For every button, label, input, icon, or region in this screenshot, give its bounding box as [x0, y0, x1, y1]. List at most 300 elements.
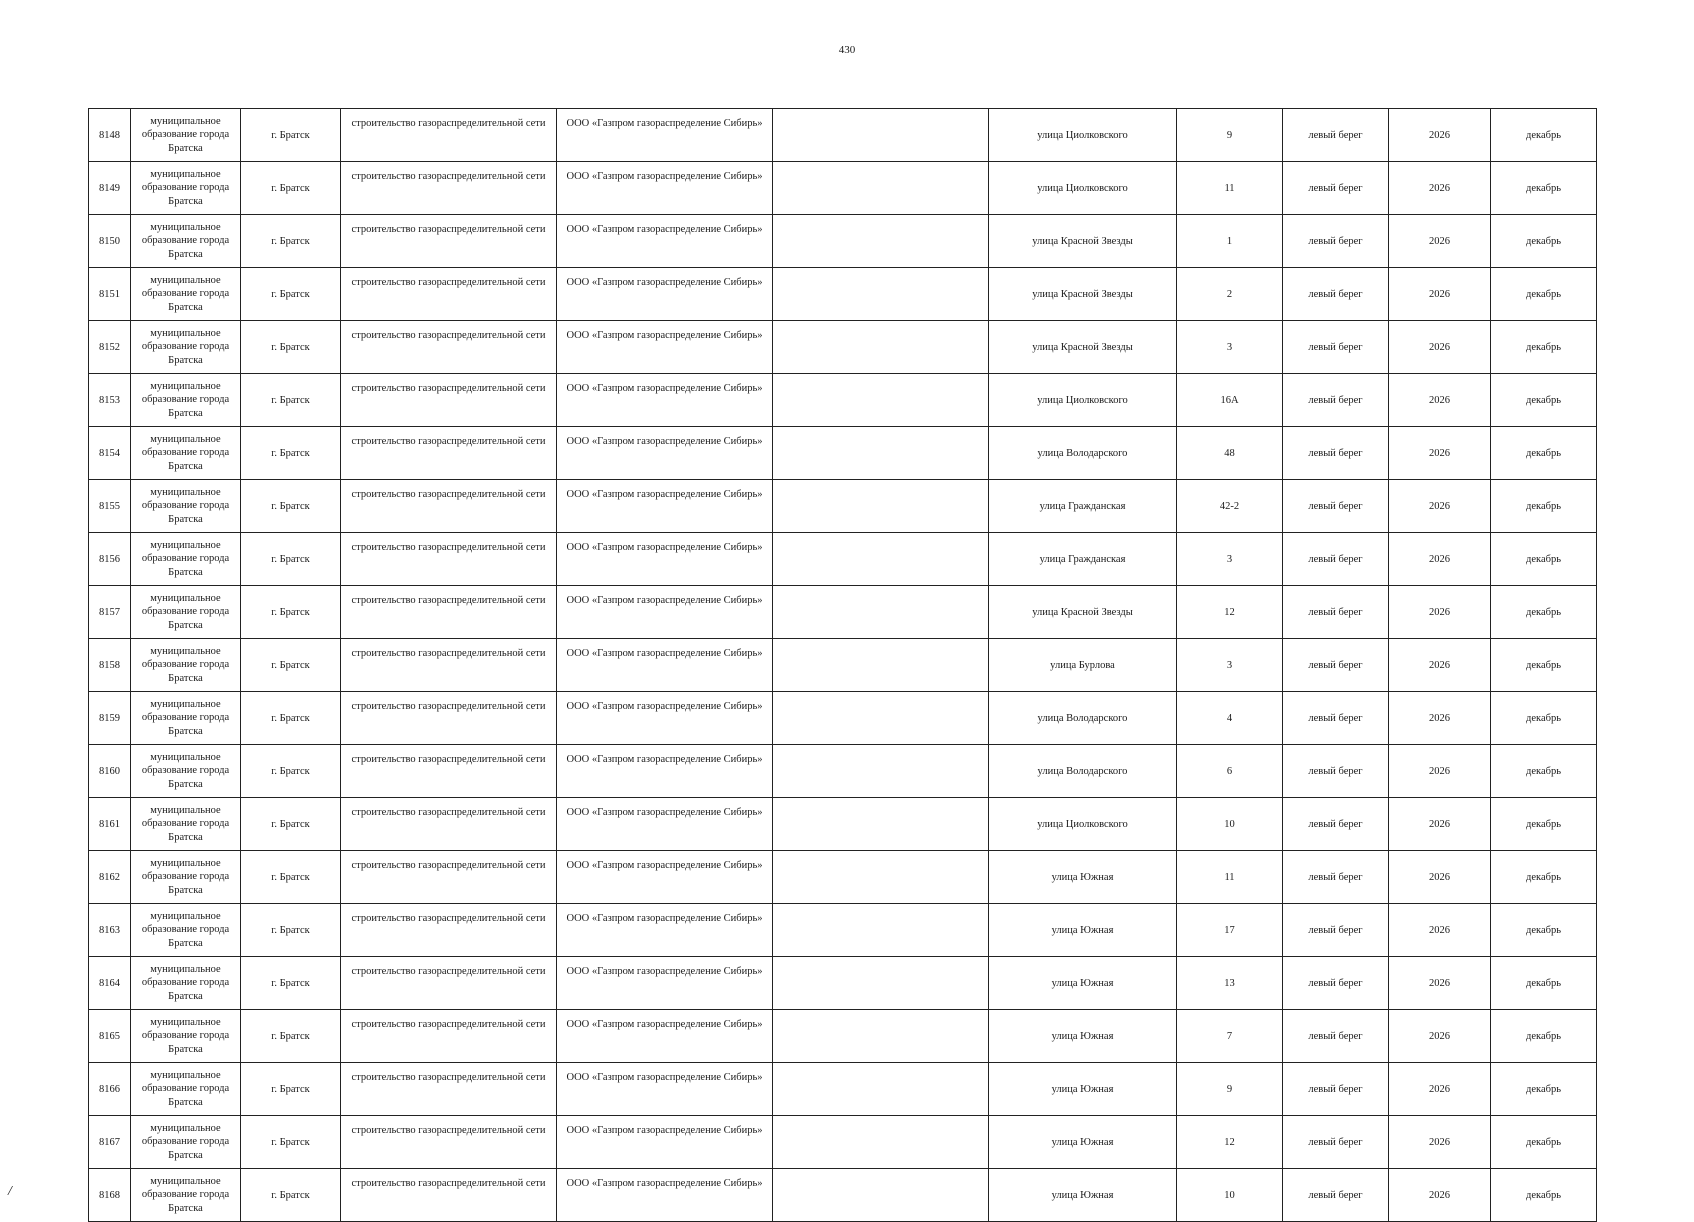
empty-cell: [773, 1010, 989, 1063]
river-bank-cell: левый берег: [1283, 1169, 1389, 1222]
municipality-line: образование города: [141, 1030, 230, 1042]
city-cell: г. Братск: [241, 215, 341, 268]
month-cell: декабрь: [1491, 1063, 1597, 1116]
organization-cell: ООО «Газпром газораспределение Сибирь»: [557, 268, 773, 321]
city-cell: г. Братск: [241, 1063, 341, 1116]
street-cell: улица Володарского: [989, 427, 1177, 480]
row-number-cell: 8153: [89, 374, 131, 427]
organization-cell: ООО «Газпром газораспределение Сибирь»: [557, 1116, 773, 1169]
month-cell: декабрь: [1491, 374, 1597, 427]
municipality-line: муниципальное: [150, 274, 221, 286]
empty-cell: [773, 1169, 989, 1222]
house-number-cell: 10: [1177, 798, 1283, 851]
city-cell: г. Братск: [241, 162, 341, 215]
municipality-line: образование города: [141, 924, 230, 936]
year-cell: 2026: [1389, 215, 1491, 268]
municipality-line: образование города: [141, 1189, 230, 1201]
municipality-line: Братска: [168, 301, 203, 313]
table-row: [89, 321, 1597, 374]
year-cell: 2026: [1389, 1063, 1491, 1116]
house-number-cell: 48: [1177, 427, 1283, 480]
table-row: [89, 427, 1597, 480]
table-row: [89, 639, 1597, 692]
house-number-cell: 6: [1177, 745, 1283, 798]
municipality-cell: [131, 533, 241, 586]
month-cell: декабрь: [1491, 109, 1597, 162]
municipality-line: Братска: [168, 513, 203, 525]
municipality-cell: [131, 374, 241, 427]
month-cell: декабрь: [1491, 480, 1597, 533]
street-cell: улица Южная: [989, 957, 1177, 1010]
river-bank-cell: левый берег: [1283, 162, 1389, 215]
city-cell: г. Братск: [241, 904, 341, 957]
month-cell: декабрь: [1491, 533, 1597, 586]
organization-cell: ООО «Газпром газораспределение Сибирь»: [557, 533, 773, 586]
municipality-line: образование города: [141, 447, 230, 459]
empty-cell: [773, 639, 989, 692]
table-row: [89, 533, 1597, 586]
organization-cell: ООО «Газпром газораспределение Сибирь»: [557, 957, 773, 1010]
river-bank-cell: левый берег: [1283, 533, 1389, 586]
city-cell: г. Братск: [241, 1169, 341, 1222]
river-bank-cell: левый берег: [1283, 427, 1389, 480]
municipality-line: образование города: [141, 871, 230, 883]
table-row: [89, 692, 1597, 745]
year-cell: 2026: [1389, 1169, 1491, 1222]
work-type-cell: строительство газораспределительной сети: [341, 692, 557, 745]
municipality-line: образование города: [141, 712, 230, 724]
row-number-cell: 8163: [89, 904, 131, 957]
municipality-line: муниципальное: [150, 115, 221, 127]
municipality-cell: [131, 692, 241, 745]
street-cell: улица Циолковского: [989, 374, 1177, 427]
municipality-line: образование города: [141, 765, 230, 777]
work-type-cell: строительство газораспределительной сети: [341, 586, 557, 639]
municipality-cell: [131, 268, 241, 321]
municipality-line: образование города: [141, 129, 230, 141]
row-number-cell: 8168: [89, 1169, 131, 1222]
year-cell: 2026: [1389, 957, 1491, 1010]
municipality-cell: [131, 1010, 241, 1063]
municipality-line: образование города: [141, 341, 230, 353]
municipality-cell: [131, 321, 241, 374]
municipality-line: муниципальное: [150, 698, 221, 710]
work-type-cell: строительство газораспределительной сети: [341, 745, 557, 798]
work-type-cell: строительство газораспределительной сети: [341, 1010, 557, 1063]
row-number-cell: 8156: [89, 533, 131, 586]
house-number-cell: 9: [1177, 1063, 1283, 1116]
municipality-line: Братска: [168, 672, 203, 684]
city-cell: г. Братск: [241, 692, 341, 745]
work-type-cell: строительство газораспределительной сети: [341, 321, 557, 374]
municipality-cell: [131, 162, 241, 215]
year-cell: 2026: [1389, 109, 1491, 162]
year-cell: 2026: [1389, 1010, 1491, 1063]
row-number-cell: 8159: [89, 692, 131, 745]
municipality-line: Братска: [168, 354, 203, 366]
river-bank-cell: левый берег: [1283, 586, 1389, 639]
month-cell: декабрь: [1491, 798, 1597, 851]
year-cell: 2026: [1389, 480, 1491, 533]
work-type-cell: строительство газораспределительной сети: [341, 798, 557, 851]
organization-cell: ООО «Газпром газораспределение Сибирь»: [557, 1063, 773, 1116]
month-cell: декабрь: [1491, 427, 1597, 480]
house-number-cell: 4: [1177, 692, 1283, 745]
municipality-line: образование города: [141, 818, 230, 830]
row-number-cell: 8158: [89, 639, 131, 692]
month-cell: декабрь: [1491, 268, 1597, 321]
year-cell: 2026: [1389, 374, 1491, 427]
page-number: 430: [838, 44, 856, 56]
city-cell: г. Братск: [241, 1010, 341, 1063]
river-bank-cell: левый берег: [1283, 1010, 1389, 1063]
municipality-line: образование города: [141, 500, 230, 512]
street-cell: улица Красной Звезды: [989, 321, 1177, 374]
municipality-line: образование города: [141, 1136, 230, 1148]
municipality-cell: [131, 109, 241, 162]
city-cell: г. Братск: [241, 321, 341, 374]
organization-cell: ООО «Газпром газораспределение Сибирь»: [557, 851, 773, 904]
house-number-cell: 11: [1177, 162, 1283, 215]
row-number-cell: 8148: [89, 109, 131, 162]
city-cell: г. Братск: [241, 109, 341, 162]
work-type-cell: строительство газораспределительной сети: [341, 904, 557, 957]
city-cell: г. Братск: [241, 851, 341, 904]
table-row: [89, 957, 1597, 1010]
empty-cell: [773, 480, 989, 533]
month-cell: декабрь: [1491, 745, 1597, 798]
work-type-cell: строительство газораспределительной сети: [341, 374, 557, 427]
municipality-line: муниципальное: [150, 751, 221, 763]
month-cell: декабрь: [1491, 215, 1597, 268]
row-number-cell: 8152: [89, 321, 131, 374]
street-cell: улица Южная: [989, 1063, 1177, 1116]
street-cell: улица Гражданская: [989, 480, 1177, 533]
municipality-line: образование города: [141, 394, 230, 406]
municipality-line: Братска: [168, 1202, 203, 1214]
street-cell: улица Володарского: [989, 745, 1177, 798]
table-row: [89, 480, 1597, 533]
municipality-line: Братска: [168, 460, 203, 472]
empty-cell: [773, 1116, 989, 1169]
street-cell: улица Красной Звезды: [989, 215, 1177, 268]
year-cell: 2026: [1389, 321, 1491, 374]
municipality-line: Братска: [168, 566, 203, 578]
work-type-cell: строительство газораспределительной сети: [341, 109, 557, 162]
municipality-line: Братска: [168, 778, 203, 790]
row-number-cell: 8149: [89, 162, 131, 215]
organization-cell: ООО «Газпром газораспределение Сибирь»: [557, 745, 773, 798]
year-cell: 2026: [1389, 798, 1491, 851]
year-cell: 2026: [1389, 586, 1491, 639]
municipality-line: муниципальное: [150, 168, 221, 180]
month-cell: декабрь: [1491, 904, 1597, 957]
municipality-line: муниципальное: [150, 1016, 221, 1028]
empty-cell: [773, 162, 989, 215]
empty-cell: [773, 427, 989, 480]
year-cell: 2026: [1389, 851, 1491, 904]
registry-table: [88, 108, 1597, 1222]
street-cell: улица Гражданская: [989, 533, 1177, 586]
city-cell: г. Братск: [241, 268, 341, 321]
house-number-cell: 16А: [1177, 374, 1283, 427]
house-number-cell: 10: [1177, 1169, 1283, 1222]
table-body: [89, 109, 1597, 1222]
city-cell: г. Братск: [241, 798, 341, 851]
row-number-cell: 8166: [89, 1063, 131, 1116]
row-number-cell: 8161: [89, 798, 131, 851]
table-row: [89, 374, 1597, 427]
house-number-cell: 9: [1177, 109, 1283, 162]
organization-cell: ООО «Газпром газораспределение Сибирь»: [557, 321, 773, 374]
empty-cell: [773, 374, 989, 427]
table-row: [89, 851, 1597, 904]
house-number-cell: 3: [1177, 321, 1283, 374]
municipality-cell: [131, 851, 241, 904]
municipality-line: образование города: [141, 659, 230, 671]
river-bank-cell: левый берег: [1283, 480, 1389, 533]
table-row: [89, 268, 1597, 321]
street-cell: улица Южная: [989, 851, 1177, 904]
river-bank-cell: левый берег: [1283, 957, 1389, 1010]
river-bank-cell: левый берег: [1283, 639, 1389, 692]
house-number-cell: 3: [1177, 533, 1283, 586]
municipality-line: Братска: [168, 1096, 203, 1108]
city-cell: г. Братск: [241, 586, 341, 639]
row-number-cell: 8150: [89, 215, 131, 268]
street-cell: улица Красной Звезды: [989, 586, 1177, 639]
municipality-line: образование города: [141, 288, 230, 300]
house-number-cell: 13: [1177, 957, 1283, 1010]
year-cell: 2026: [1389, 904, 1491, 957]
table-row: [89, 798, 1597, 851]
month-cell: декабрь: [1491, 639, 1597, 692]
municipality-line: муниципальное: [150, 804, 221, 816]
table-row: [89, 162, 1597, 215]
organization-cell: ООО «Газпром газораспределение Сибирь»: [557, 480, 773, 533]
month-cell: декабрь: [1491, 851, 1597, 904]
municipality-line: Братска: [168, 142, 203, 154]
table-row: [89, 1116, 1597, 1169]
street-cell: улица Бурлова: [989, 639, 1177, 692]
river-bank-cell: левый берег: [1283, 692, 1389, 745]
municipality-line: муниципальное: [150, 645, 221, 657]
organization-cell: ООО «Газпром газораспределение Сибирь»: [557, 639, 773, 692]
month-cell: декабрь: [1491, 1169, 1597, 1222]
municipality-line: муниципальное: [150, 857, 221, 869]
table-row: [89, 109, 1597, 162]
margin-mark: /: [8, 1184, 12, 1199]
table-row: [89, 1169, 1597, 1222]
empty-cell: [773, 268, 989, 321]
house-number-cell: 7: [1177, 1010, 1283, 1063]
empty-cell: [773, 533, 989, 586]
month-cell: декабрь: [1491, 1010, 1597, 1063]
city-cell: г. Братск: [241, 639, 341, 692]
work-type-cell: строительство газораспределительной сети: [341, 1116, 557, 1169]
year-cell: 2026: [1389, 692, 1491, 745]
empty-cell: [773, 215, 989, 268]
municipality-line: Братска: [168, 831, 203, 843]
municipality-line: Братска: [168, 1043, 203, 1055]
municipality-line: образование города: [141, 235, 230, 247]
organization-cell: ООО «Газпром газораспределение Сибирь»: [557, 162, 773, 215]
house-number-cell: 11: [1177, 851, 1283, 904]
month-cell: декабрь: [1491, 957, 1597, 1010]
empty-cell: [773, 851, 989, 904]
municipality-line: Братска: [168, 725, 203, 737]
empty-cell: [773, 109, 989, 162]
municipality-cell: [131, 1063, 241, 1116]
river-bank-cell: левый берег: [1283, 1063, 1389, 1116]
work-type-cell: строительство газораспределительной сети: [341, 215, 557, 268]
municipality-cell: [131, 639, 241, 692]
municipality-line: муниципальное: [150, 1122, 221, 1134]
street-cell: улица Южная: [989, 1010, 1177, 1063]
municipality-line: муниципальное: [150, 963, 221, 975]
municipality-line: муниципальное: [150, 539, 221, 551]
organization-cell: ООО «Газпром газораспределение Сибирь»: [557, 692, 773, 745]
empty-cell: [773, 1063, 989, 1116]
river-bank-cell: левый берег: [1283, 374, 1389, 427]
year-cell: 2026: [1389, 162, 1491, 215]
municipality-line: муниципальное: [150, 221, 221, 233]
year-cell: 2026: [1389, 427, 1491, 480]
municipality-line: Братска: [168, 195, 203, 207]
house-number-cell: 2: [1177, 268, 1283, 321]
house-number-cell: 42-2: [1177, 480, 1283, 533]
city-cell: г. Братск: [241, 480, 341, 533]
municipality-cell: [131, 586, 241, 639]
city-cell: г. Братск: [241, 745, 341, 798]
row-number-cell: 8154: [89, 427, 131, 480]
municipality-cell: [131, 1116, 241, 1169]
municipality-cell: [131, 215, 241, 268]
table-row: [89, 745, 1597, 798]
river-bank-cell: левый берег: [1283, 798, 1389, 851]
organization-cell: ООО «Газпром газораспределение Сибирь»: [557, 1010, 773, 1063]
river-bank-cell: левый берег: [1283, 109, 1389, 162]
work-type-cell: строительство газораспределительной сети: [341, 639, 557, 692]
empty-cell: [773, 798, 989, 851]
street-cell: улица Южная: [989, 1116, 1177, 1169]
table-row: [89, 1063, 1597, 1116]
street-cell: улица Южная: [989, 904, 1177, 957]
river-bank-cell: левый берег: [1283, 745, 1389, 798]
street-cell: улица Циолковского: [989, 109, 1177, 162]
house-number-cell: 1: [1177, 215, 1283, 268]
row-number-cell: 8164: [89, 957, 131, 1010]
street-cell: улица Циолковского: [989, 162, 1177, 215]
work-type-cell: строительство газораспределительной сети: [341, 851, 557, 904]
municipality-cell: [131, 798, 241, 851]
row-number-cell: 8157: [89, 586, 131, 639]
municipality-line: муниципальное: [150, 327, 221, 339]
municipality-line: муниципальное: [150, 592, 221, 604]
row-number-cell: 8162: [89, 851, 131, 904]
year-cell: 2026: [1389, 533, 1491, 586]
street-cell: улица Южная: [989, 1169, 1177, 1222]
organization-cell: ООО «Газпром газораспределение Сибирь»: [557, 374, 773, 427]
house-number-cell: 12: [1177, 1116, 1283, 1169]
municipality-cell: [131, 904, 241, 957]
municipality-cell: [131, 427, 241, 480]
work-type-cell: строительство газораспределительной сети: [341, 533, 557, 586]
municipality-line: муниципальное: [150, 380, 221, 392]
municipality-line: муниципальное: [150, 1175, 221, 1187]
street-cell: улица Красной Звезды: [989, 268, 1177, 321]
municipality-line: образование города: [141, 606, 230, 618]
street-cell: улица Циолковского: [989, 798, 1177, 851]
empty-cell: [773, 321, 989, 374]
river-bank-cell: левый берег: [1283, 1116, 1389, 1169]
municipality-line: Братска: [168, 990, 203, 1002]
municipality-line: Братска: [168, 1149, 203, 1161]
municipality-line: образование города: [141, 182, 230, 194]
row-number-cell: 8160: [89, 745, 131, 798]
municipality-line: муниципальное: [150, 910, 221, 922]
organization-cell: ООО «Газпром газораспределение Сибирь»: [557, 1169, 773, 1222]
city-cell: г. Братск: [241, 427, 341, 480]
month-cell: декабрь: [1491, 692, 1597, 745]
empty-cell: [773, 904, 989, 957]
month-cell: декабрь: [1491, 321, 1597, 374]
city-cell: г. Братск: [241, 1116, 341, 1169]
river-bank-cell: левый берег: [1283, 904, 1389, 957]
table-row: [89, 586, 1597, 639]
city-cell: г. Братск: [241, 533, 341, 586]
table-row: [89, 904, 1597, 957]
month-cell: декабрь: [1491, 162, 1597, 215]
organization-cell: ООО «Газпром газораспределение Сибирь»: [557, 586, 773, 639]
empty-cell: [773, 692, 989, 745]
municipality-line: образование города: [141, 553, 230, 565]
municipality-line: Братска: [168, 619, 203, 631]
river-bank-cell: левый берег: [1283, 268, 1389, 321]
municipality-cell: [131, 957, 241, 1010]
row-number-cell: 8155: [89, 480, 131, 533]
year-cell: 2026: [1389, 268, 1491, 321]
municipality-cell: [131, 1169, 241, 1222]
month-cell: декабрь: [1491, 586, 1597, 639]
municipality-cell: [131, 745, 241, 798]
city-cell: г. Братск: [241, 957, 341, 1010]
city-cell: г. Братск: [241, 374, 341, 427]
organization-cell: ООО «Газпром газораспределение Сибирь»: [557, 427, 773, 480]
municipality-line: муниципальное: [150, 1069, 221, 1081]
municipality-line: Братска: [168, 248, 203, 260]
river-bank-cell: левый берег: [1283, 851, 1389, 904]
row-number-cell: 8165: [89, 1010, 131, 1063]
river-bank-cell: левый берег: [1283, 321, 1389, 374]
work-type-cell: строительство газораспределительной сети: [341, 268, 557, 321]
municipality-line: муниципальное: [150, 433, 221, 445]
year-cell: 2026: [1389, 745, 1491, 798]
empty-cell: [773, 745, 989, 798]
house-number-cell: 17: [1177, 904, 1283, 957]
house-number-cell: 12: [1177, 586, 1283, 639]
organization-cell: ООО «Газпром газораспределение Сибирь»: [557, 904, 773, 957]
street-cell: улица Володарского: [989, 692, 1177, 745]
month-cell: декабрь: [1491, 1116, 1597, 1169]
row-number-cell: 8167: [89, 1116, 131, 1169]
work-type-cell: строительство газораспределительной сети: [341, 957, 557, 1010]
municipality-cell: [131, 480, 241, 533]
work-type-cell: строительство газораспределительной сети: [341, 480, 557, 533]
empty-cell: [773, 957, 989, 1010]
work-type-cell: строительство газораспределительной сети: [341, 1063, 557, 1116]
row-number-cell: 8151: [89, 268, 131, 321]
